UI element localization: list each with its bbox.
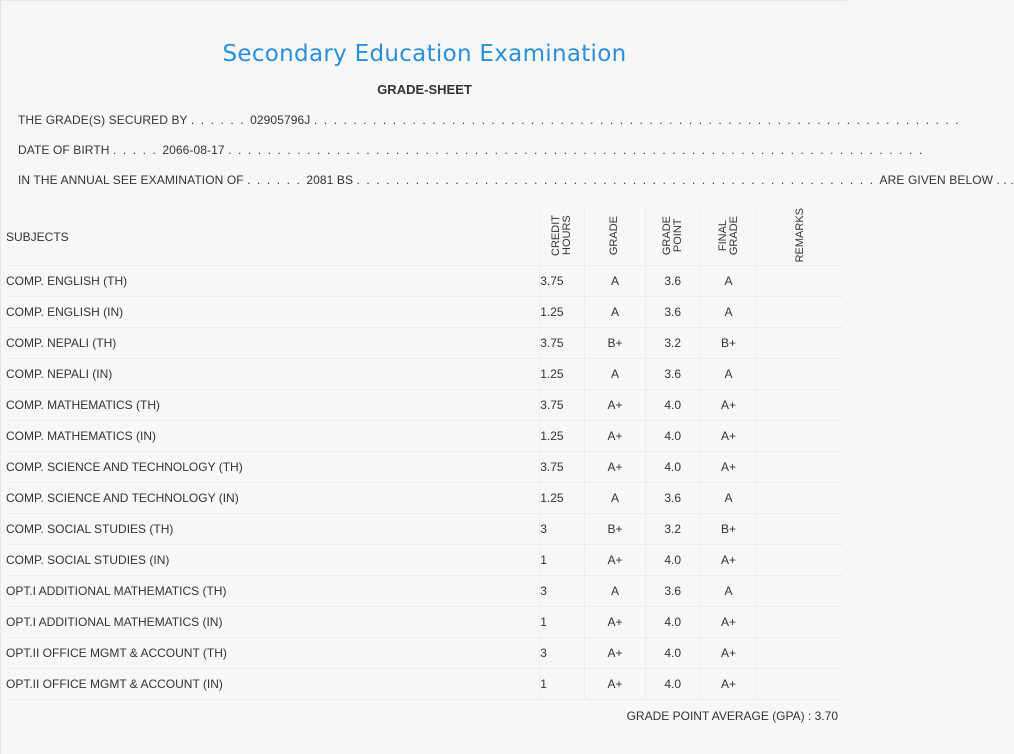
table-row — [6, 359, 843, 390]
subject-cell: COMP. ENGLISH (IN) — [6, 297, 540, 328]
final-grade-cell: B+ — [700, 514, 757, 545]
col-credit-hours: CREDIT HOURS — [540, 208, 585, 266]
credit-hours-cell: 1 — [540, 607, 585, 638]
remarks-cell — [757, 607, 843, 638]
final-grade-cell: A — [700, 297, 757, 328]
subject-cell: COMP. NEPALI (TH) — [6, 328, 540, 359]
symbol-number: 02905796J — [250, 113, 311, 127]
final-grade-cell: A — [700, 483, 757, 514]
remarks-cell — [757, 545, 843, 576]
secured-by-label: THE GRADE(S) SECURED BY — [18, 113, 188, 127]
col-grade: GRADE — [585, 208, 646, 266]
grade-cell: A+ — [585, 669, 646, 700]
grade-point-cell: 4.0 — [645, 452, 700, 483]
dob-line: DATE OF BIRTH . . . . . 2066-08-17 . . . . . . . . . . . . . . . . . . . . . . . . . . . . . . . . . . . . . . . . . . . . . . . . . . . . . . . . . . . . . . . . . . . . . . . — [18, 143, 924, 157]
grade-cell: B+ — [585, 328, 646, 359]
final-grade-cell: A+ — [700, 452, 757, 483]
final-grade-cell: A+ — [700, 607, 757, 638]
grade-cell: A+ — [585, 638, 646, 669]
col-grade-point: GRADE POINT — [645, 208, 700, 266]
subject-cell: COMP. SCIENCE AND TECHNOLOGY (IN) — [6, 483, 540, 514]
grade-point-cell: 4.0 — [645, 390, 700, 421]
table-header-row — [6, 208, 843, 266]
subject-cell: COMP. SOCIAL STUDIES (IN) — [6, 545, 540, 576]
table-row — [6, 452, 843, 483]
remarks-cell — [757, 514, 843, 545]
subject-cell: OPT.I ADDITIONAL MATHEMATICS (IN) — [6, 607, 540, 638]
remarks-cell — [757, 359, 843, 390]
grade-point-cell: 4.0 — [645, 638, 700, 669]
credit-hours-cell: 3 — [540, 638, 585, 669]
gpa-summary: GRADE POINT AVERAGE (GPA) : 3.70 — [626, 709, 838, 723]
subject-cell: OPT.II OFFICE MGMT & ACCOUNT (TH) — [6, 638, 540, 669]
credit-hours-cell: 1 — [540, 669, 585, 700]
subject-cell: OPT.I ADDITIONAL MATHEMATICS (TH) — [6, 576, 540, 607]
credit-hours-cell: 3.75 — [540, 328, 585, 359]
page-title: Secondary Education Examination — [222, 41, 627, 67]
grade-point-cell: 3.6 — [645, 266, 700, 297]
table-row — [6, 638, 843, 669]
final-grade-cell: A+ — [700, 545, 757, 576]
remarks-cell — [757, 669, 843, 700]
grade-cell: A — [585, 297, 646, 328]
remarks-cell — [757, 297, 843, 328]
grade-cell: A — [585, 266, 646, 297]
final-grade-cell: A+ — [700, 421, 757, 452]
grade-point-cell: 3.6 — [645, 483, 700, 514]
grade-cell: A+ — [585, 452, 646, 483]
grade-cell: B+ — [585, 514, 646, 545]
credit-hours-cell: 3 — [540, 576, 585, 607]
final-grade-cell: B+ — [700, 328, 757, 359]
remarks-cell — [757, 576, 843, 607]
remarks-cell — [757, 266, 843, 297]
subject-cell: COMP. ENGLISH (TH) — [6, 266, 540, 297]
grade-cell: A+ — [585, 607, 646, 638]
subject-cell: COMP. SCIENCE AND TECHNOLOGY (TH) — [6, 452, 540, 483]
grade-cell: A — [585, 483, 646, 514]
grade-point-cell: 3.6 — [645, 576, 700, 607]
final-grade-cell: A+ — [700, 390, 757, 421]
credit-hours-cell: 1.25 — [540, 483, 585, 514]
final-grade-cell: A+ — [700, 669, 757, 700]
final-grade-cell: A — [700, 266, 757, 297]
table-row — [6, 421, 843, 452]
exam-year: 2081 BS — [306, 173, 354, 187]
grade-point-cell: 3.6 — [645, 359, 700, 390]
table-row — [6, 545, 843, 576]
grade-cell: A — [585, 359, 646, 390]
grade-point-cell: 4.0 — [645, 421, 700, 452]
remarks-cell — [757, 328, 843, 359]
table-row — [6, 328, 843, 359]
credit-hours-cell: 3.75 — [540, 452, 585, 483]
credit-hours-cell: 3.75 — [540, 390, 585, 421]
final-grade-cell: A — [700, 576, 757, 607]
secured-by-line: THE GRADE(S) SECURED BY . . . . . . 02905796J . . . . . . . . . . . . . . . . . . . . . . . . . . . . . . . . . . . . . . . . . . . . . . . . . . . . . . . . . . . . . . . . . . — [18, 113, 961, 127]
subject-cell: COMP. MATHEMATICS (IN) — [6, 421, 540, 452]
table-row — [6, 266, 843, 297]
credit-hours-cell: 1.25 — [540, 359, 585, 390]
remarks-cell — [757, 638, 843, 669]
subject-cell: OPT.II OFFICE MGMT & ACCOUNT (IN) — [6, 669, 540, 700]
credit-hours-cell: 3 — [540, 514, 585, 545]
grade-point-cell: 3.2 — [645, 328, 700, 359]
table-row — [6, 669, 843, 700]
given-below-text: ARE GIVEN BELOW . . . — [879, 173, 1014, 187]
exam-label: IN THE ANNUAL SEE EXAMINATION OF — [18, 173, 244, 187]
final-grade-cell: A+ — [700, 638, 757, 669]
table-row — [6, 390, 843, 421]
credit-hours-cell: 1.25 — [540, 297, 585, 328]
grade-point-cell: 4.0 — [645, 545, 700, 576]
remarks-cell — [757, 452, 843, 483]
remarks-cell — [757, 483, 843, 514]
grade-point-cell: 4.0 — [645, 607, 700, 638]
credit-hours-cell: 1.25 — [540, 421, 585, 452]
subject-cell: COMP. NEPALI (IN) — [6, 359, 540, 390]
dob-value: 2066-08-17 — [162, 143, 225, 157]
final-grade-cell: A — [700, 359, 757, 390]
grade-cell: A+ — [585, 390, 646, 421]
grade-cell: A+ — [585, 545, 646, 576]
exam-line: IN THE ANNUAL SEE EXAMINATION OF . . . . . . 2081 BS . . . . . . . . . . . . . . . . . . . . . . . . . . . . . . . . . . . . . . . . . . . . . . . . . . . . . ARE GIVEN BELOW . . . — [18, 173, 1014, 187]
col-subjects: SUBJECTS — [6, 208, 540, 266]
dob-label: DATE OF BIRTH — [18, 143, 110, 157]
table-row — [6, 514, 843, 545]
grade-point-cell: 3.6 — [645, 297, 700, 328]
table-row — [6, 576, 843, 607]
credit-hours-cell: 3.75 — [540, 266, 585, 297]
page-subtitle: GRADE-SHEET — [377, 82, 472, 97]
subject-cell: COMP. MATHEMATICS (TH) — [6, 390, 540, 421]
remarks-cell — [757, 390, 843, 421]
remarks-cell — [757, 421, 843, 452]
credit-hours-cell: 1 — [540, 545, 585, 576]
subject-cell: COMP. SOCIAL STUDIES (TH) — [6, 514, 540, 545]
table-row — [6, 607, 843, 638]
grade-cell: A — [585, 576, 646, 607]
grade-point-cell: 3.2 — [645, 514, 700, 545]
table-row — [6, 297, 843, 328]
grade-point-cell: 4.0 — [645, 669, 700, 700]
table-row — [6, 483, 843, 514]
grades-table — [6, 208, 843, 700]
col-final-grade: FINAL GRADE — [700, 208, 757, 266]
col-remarks: REMARKS — [757, 208, 843, 266]
grade-cell: A+ — [585, 421, 646, 452]
